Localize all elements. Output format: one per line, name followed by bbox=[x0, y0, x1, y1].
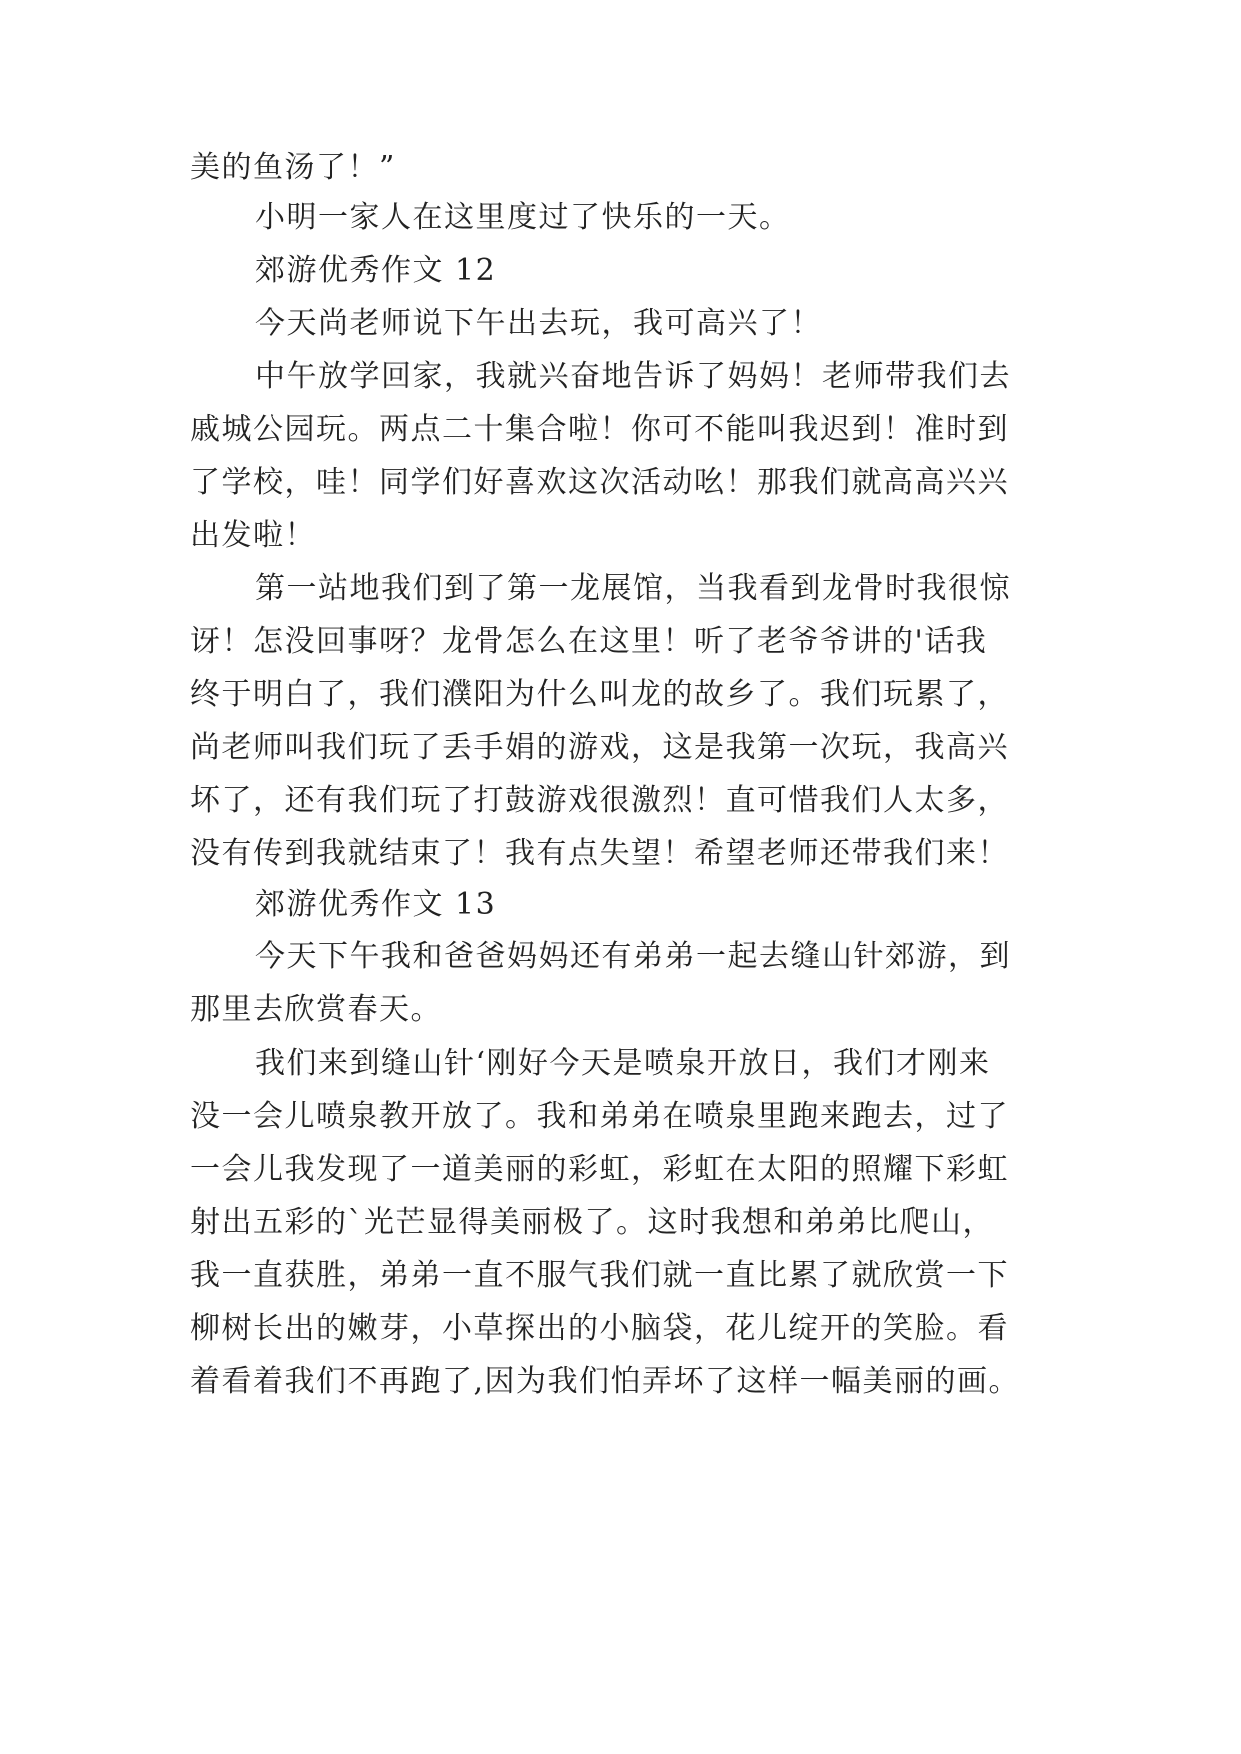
text-line: 坏了，还有我们玩了打鼓游戏很激烈！直可惜我们人太多， bbox=[190, 783, 1009, 818]
text-line: 柳树长出的嫩芽，小草探出的小脑袋，花儿绽开的笑脸。看 bbox=[190, 1311, 1009, 1346]
text-line: 美的鱼汤了！” bbox=[190, 150, 396, 185]
text-line: 今天下午我和爸爸妈妈还有弟弟一起去缝山针郊游，到 bbox=[255, 939, 1011, 974]
text-line: 那里去欣赏春天。 bbox=[190, 992, 442, 1027]
text-line: 今天尚老师说下午出去玩，我可高兴了！ bbox=[255, 306, 822, 341]
text-line: 小明一家人在这里度过了快乐的一天。 bbox=[255, 200, 791, 235]
text-line: 中午放学回家，我就兴奋地告诉了妈妈！老师带我们去 bbox=[255, 359, 1011, 394]
text-line: 我们来到缝山针‘刚好今天是喷泉开放日，我们才刚来 bbox=[255, 1046, 991, 1081]
text-line: 戚城公园玩。两点二十集合啦！你可不能叫我迟到！准时到 bbox=[190, 412, 1009, 447]
text-line: 没有传到我就结束了！我有点失望！希望老师还带我们来！ bbox=[190, 836, 1009, 871]
text-line: 终于明白了，我们濮阳为什么叫龙的故乡了。我们玩累了， bbox=[190, 677, 1009, 712]
text-line: 一会儿我发现了一道美丽的彩虹，彩虹在太阳的照耀下彩虹 bbox=[190, 1152, 1009, 1187]
text-line: 尚老师叫我们玩了丢手娟的游戏，这是我第一次玩，我高兴 bbox=[190, 730, 1009, 765]
text-line: 了学校，哇！同学们好喜欢这次活动吆！那我们就高高兴兴 bbox=[190, 465, 1009, 500]
text-line: 射出五彩的`光芒显得美丽极了。这时我想和弟弟比爬山， bbox=[190, 1205, 994, 1240]
text-line: 着看着我们不再跑了,因为我们怕弄坏了这样一幅美丽的画。 bbox=[190, 1364, 1021, 1399]
section-heading: 郊游优秀作文 13 bbox=[255, 887, 497, 922]
text-line: 出发啦！ bbox=[190, 518, 316, 553]
text-line: 没一会儿喷泉教开放了。我和弟弟在喷泉里跑来跑去，过了 bbox=[190, 1099, 1009, 1134]
text-line: 第一站地我们到了第一龙展馆，当我看到龙骨时我很惊 bbox=[255, 571, 1011, 606]
text-line: 我一直获胜，弟弟一直不服气我们就一直比累了就欣赏一下 bbox=[190, 1258, 1009, 1293]
text-line: 讶！怎没回事呀？龙骨怎么在这里！听了老爷爷讲的'话我 bbox=[190, 624, 988, 659]
section-heading: 郊游优秀作文 12 bbox=[255, 253, 497, 288]
